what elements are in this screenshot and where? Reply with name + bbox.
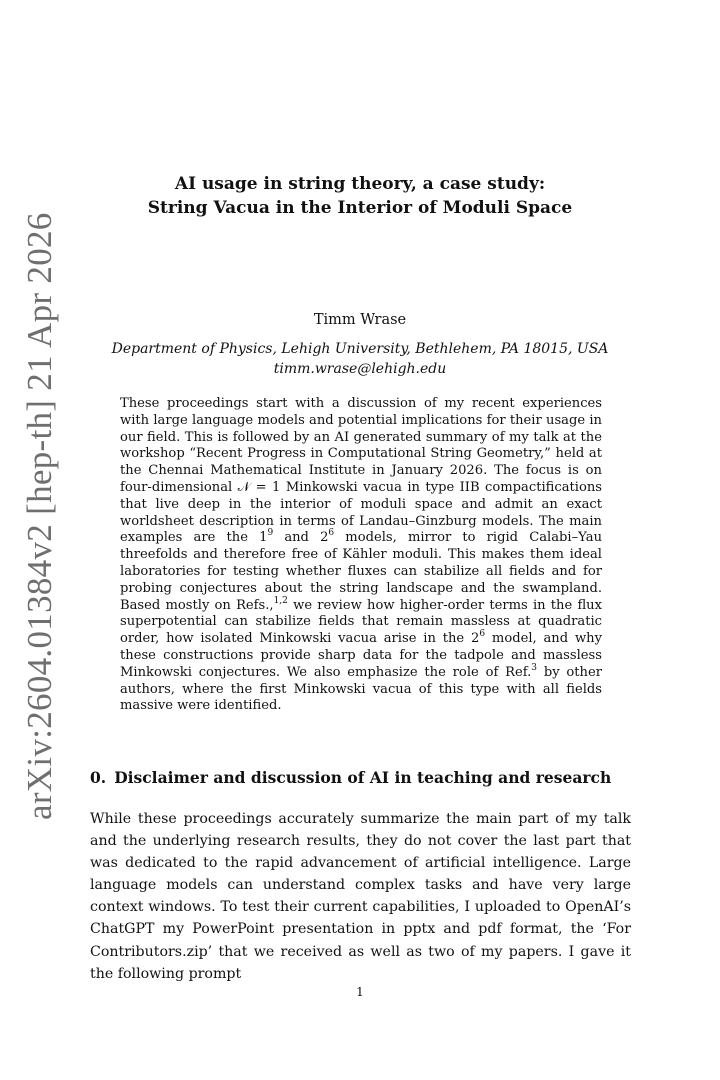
- abstract-text-5: model, and why these constructions provide sharp data for the tadpole and massless Minkowski conjectures. We also emphasize the role of Ref.: [120, 631, 602, 680]
- abstract-text-3: models, mirror to rigid Calabi–Yau threefolds and therefore free of Kähler moduli. This makes them ideal laboratories for testing whether fluxes can stabilize all fields and for probing conjectures about the string landscape and the swampland. Based mostly on Refs.,: [120, 530, 603, 613]
- body-paragraph: While these proceedings accurately summarize the main part of my talk and the underlying research results, they do not cover the last part that was dedicated to the rapid advancement of artificial intelligence. Large language models can understand complex tasks and have very large context windows. To test their current capabilities, I uploaded to OpenAI’s ChatGPT my PowerPoint presentation in pptx and pdf format, the ‘For Contributors.zip’ that we received as well as two of my papers. I gave it the following prompt: [90, 811, 631, 982]
- title-line-1: AI usage in string theory, a case study:: [174, 174, 546, 194]
- abstract-citation-2[interactable]: 3: [531, 662, 537, 673]
- abstract-superscript-2: 6: [328, 528, 335, 539]
- abstract-text-4: we review how higher-order terms in the flux superpotential can stabilize fields that remain massless at quadratic order, how isolated Minkowski vacua arise in the 2: [120, 597, 602, 647]
- author-email: timm.wrase@lehigh.edu: [273, 361, 447, 377]
- abstract-text-2: and 2: [273, 530, 329, 546]
- author-name: Timm Wrase: [313, 312, 407, 328]
- section-number: 0.: [90, 768, 107, 787]
- title-line-2: String Vacua in the Interior of Moduli Space: [147, 198, 573, 218]
- abstract-superscript-3: 6: [479, 629, 486, 640]
- author-affiliation: Department of Physics, Lehigh University, Bethlehem, PA 18015, USA: [111, 341, 609, 357]
- section-heading: [90, 767, 650, 789]
- section-title: Disclaimer and discussion of AI in teaching and research: [114, 768, 612, 787]
- abstract: [120, 396, 602, 715]
- paper-title: [90, 172, 630, 220]
- abstract-text-6: by other authors, where the first Minkowski vacua of this type with all fields massive were identified.: [120, 664, 602, 714]
- abstract-text-1: These proceedings start with a discussion of my recent experiences with large language models and potential implications for their usage in our field. This is followed by an AI generated summary of my talk at the workshop “Recent Progress in Computational String Geometry,” held at the Chennai Mathematical Institute in January 2026. The focus is on four-dimensional 𝒩 = 1 Minkowski vacua in type IIB compactifications that live deep in the interior of moduli space and admit an exact worldsheet description in terms of Landau–Ginzburg models. The main examples are the 1: [120, 396, 602, 546]
- abstract-citation-1[interactable]: 1,2: [273, 595, 288, 606]
- abstract-superscript-1: 9: [267, 528, 274, 539]
- page-number: 1: [356, 985, 364, 999]
- arxiv-identifier-stamp: arXiv:2604.01384v2 [hep-th] 21 Apr 2026: [20, 212, 59, 820]
